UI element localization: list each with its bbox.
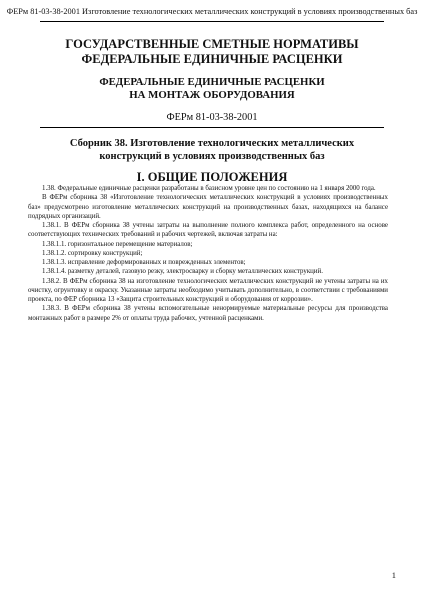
running-header: ФЕРм 81-03-38-2001 Изготовление технологических металлических конструкций в условиях производственных баз bbox=[6, 7, 418, 16]
paragraph: 1.38.3. В ФЕРм сборника 38 учтены вспомогательные ненормируемые материальные ресурсы для производства монтажных работ в размере 2% от оплаты труда рабочих, учтенной расценками. bbox=[28, 305, 388, 322]
document-code: ФЕРм 81-03-38-2001 bbox=[166, 112, 258, 123]
paragraph: 1.38.1.4. разметку деталей, газовую резку, электросварку и сборку металлических конструкций. bbox=[42, 268, 323, 276]
document-title-line-2: ФЕДЕРАЛЬНЫЕ ЕДИНИЧНЫЕ РАСЦЕНКИ bbox=[81, 52, 343, 66]
paragraph: 1.38.1. В ФЕРм сборника 38 учтены затраты на выполнение полного комплекса работ, определенного на основе соответствующих технических требований и рабочих чертежей, включая затраты на: bbox=[28, 222, 388, 239]
paragraph: 1.38.1.2. сортировку конструкций; bbox=[42, 249, 143, 257]
document-subtitle-line-2: НА МОНТАЖ ОБОРУДОВАНИЯ bbox=[129, 89, 295, 101]
header-divider bbox=[40, 21, 384, 22]
document-title bbox=[40, 37, 384, 67]
section-body bbox=[28, 184, 388, 323]
paragraph: 1.38.1.3. исправление деформированных и поврежденных элементов; bbox=[42, 259, 246, 266]
collection-title: Сборник 38. Изготовление технологических металлических конструкций в условиях производственных баз bbox=[69, 138, 355, 162]
paragraph: 1.38.2. В ФЕРм сборника 38 на изготовление технологических металлических конструкций не учтены затраты на их очистку, огрунтовку и окраску. Указанные затраты необходимо учитывать дополнительно, в соответствии с требованиями проекта, по ФЕР сборника 13 «Защита строительных конструкций и оборудования от коррозии». bbox=[28, 277, 388, 303]
section-heading: I. ОБЩИЕ ПОЛОЖЕНИЯ bbox=[136, 170, 288, 184]
document-subtitle bbox=[40, 76, 384, 102]
paragraph: В ФЕРм сборника 38 «Изготовление технологических металлических конструкций в условиях производственных баз» предусмотрено изготовление металлических конструкций на производственных базах, находящихся на балансе подрядных организаций. bbox=[28, 194, 388, 220]
document-subtitle-line-1: ФЕДЕРАЛЬНЫЕ ЕДИНИЧНЫЕ РАСЦЕНКИ bbox=[99, 76, 325, 88]
paragraph: 1.38.1.1. горизонтальное перемещение материалов; bbox=[42, 240, 193, 248]
code-divider bbox=[40, 127, 384, 128]
page-number: 1 bbox=[391, 570, 396, 580]
paragraph: 1.38. Федеральные единичные расценки разработаны в базисном уровне цен по состоянию на 1 января 2000 года. bbox=[42, 185, 376, 192]
document-title-line-1: ГОСУДАРСТВЕННЫЕ СМЕТНЫЕ НОРМАТИВЫ bbox=[65, 37, 359, 51]
